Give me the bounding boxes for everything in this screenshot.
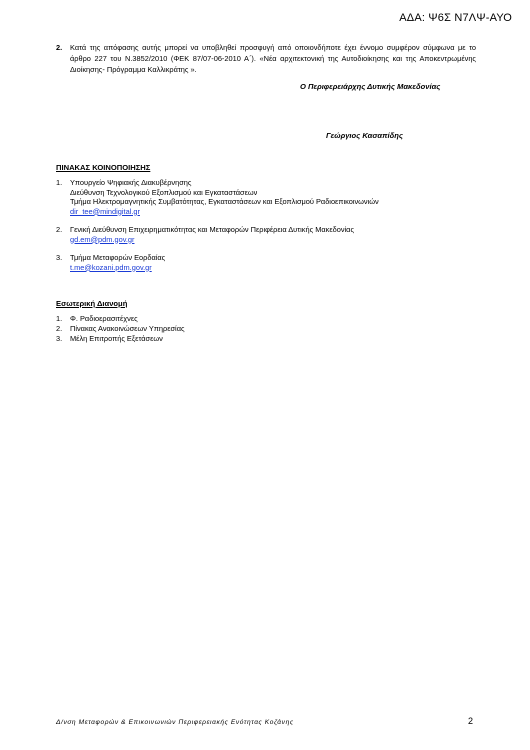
list-item <box>56 324 185 334</box>
internal-list <box>56 314 185 344</box>
list-item <box>56 314 185 324</box>
signer-name: Γεώργιος Κασαπίδης <box>326 131 403 140</box>
distribution-heading: ΠΙΝΑΚΑΣ ΚΟΙΝΟΠΟΙΗΣΗΣ <box>56 163 151 172</box>
item-text: Φ. Ραδιοερασιτέχνες <box>70 314 138 323</box>
email-link[interactable]: dir_tee@mindigital.gr <box>70 206 140 216</box>
item-line: Τμήμα Μεταφορών Εορδαίας <box>70 253 166 262</box>
email-link[interactable]: gd.em@pdm.gov.gr <box>70 234 135 244</box>
distribution-item <box>56 253 486 272</box>
item-number: 3. <box>56 334 63 343</box>
internal-heading: Εσωτερική Διανομή <box>56 299 128 308</box>
item-number: 1. <box>56 314 63 323</box>
email-link[interactable]: t.me@kozani.pdm.gov.gr <box>70 262 152 272</box>
item-line: Τμήμα Ηλεκτρομαγνητικής Συμβατότητας, Εγκαταστάσεων και Εξοπλισμού Ραδιοεπικοινωνιών <box>70 197 379 206</box>
item-number: 2. <box>56 225 63 234</box>
item-text: Μέλη Επιτροπής Εξετάσεων <box>70 334 163 343</box>
paragraph-appeal <box>56 42 476 75</box>
page-number: 2 <box>468 716 474 726</box>
item-line: Γενική Διεύθυνση Επιχειρηματικότητας και Μεταφορών Περιφέρεια Δυτικής Μακεδονίας <box>70 225 355 234</box>
distribution-list <box>56 178 486 281</box>
paragraph-number: 2. <box>56 43 63 52</box>
item-number: 2. <box>56 324 63 333</box>
footer-text: Δ/νση Μεταφορών & Επικοινωνιών Περιφερειακής Ενότητας Κοζάνης <box>56 719 294 726</box>
item-line: Διεύθυνση Τεχνολογικού Εξοπλισμού και Εγκαταστάσεων <box>70 187 258 197</box>
ada-code: ΑΔΑ: Ψ6Σ Ν7ΛΨ-ΑΥΟ <box>399 12 512 24</box>
item-text: Πίνακας Ανακοινώσεων Υπηρεσίας <box>70 324 185 333</box>
distribution-item <box>56 178 486 216</box>
signer-title: Ο Περιφερειάρχης Δυτικής Μακεδονίας <box>300 82 441 91</box>
paragraph-text: Κατά της απόφασης αυτής μπορεί να υποβληθεί προσφυγή από οποιονδήποτε έχει έννομο συμφέρον σύμφωνα με το άρθρο 227 του Ν.3852/2010 (ΦΕΚ 87/07-06-2010 Α΄). «Νέα αρχιτεκτονική της Αυτοδιοίκησης και της Αποκεντρωμένης Διοίκησης- Πρόγραμμα Καλλικράτης ». <box>70 43 476 74</box>
list-item <box>56 334 185 344</box>
item-number: 1. <box>56 178 63 187</box>
distribution-item <box>56 225 486 244</box>
item-number: 3. <box>56 253 63 262</box>
item-line: Υπουργείο Ψηφιακής Διακυβέρνησης <box>70 178 192 187</box>
